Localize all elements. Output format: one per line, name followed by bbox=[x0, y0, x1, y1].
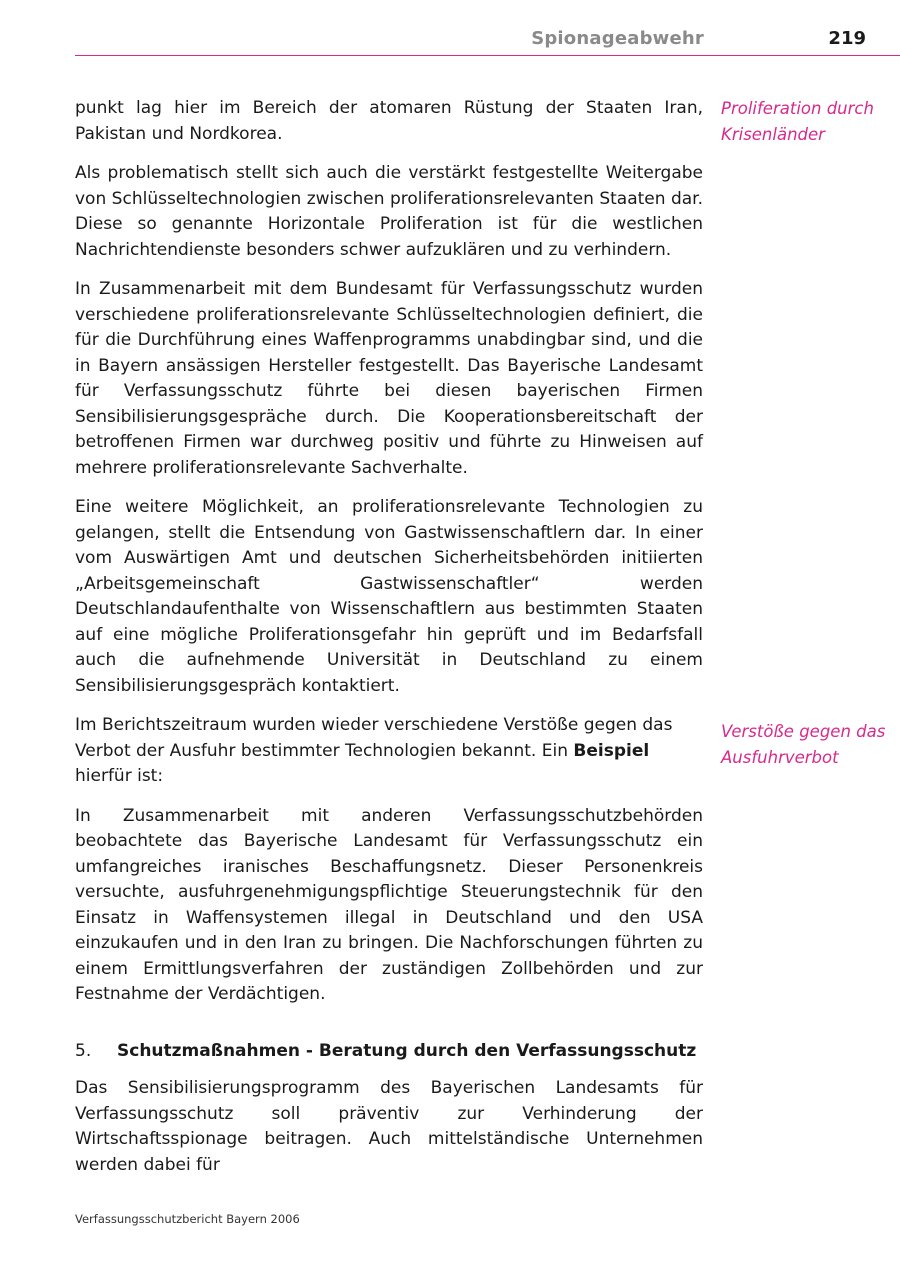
paragraph-4: Eine weitere Möglichkeit, an proliferationsrelevante Technologien zu gelangen, stellt die Entsendung von Gastwissenschaftlern dar. In einer vom Auswärtigen Amt und deutschen Sicherheitsbehörden initiierten „Arbeitsgemeinschaft Gastwissenschaftler“ werden Deutschlandaufenthalte von Wissenschaftlern aus bestimmten Staaten auf eine mögliche Proliferationsgefahr hin geprüft und im Bedarfsfall auch die aufnehmende Universität in Deutschland zu einem Sensibilisierungsgespräch kontaktiert. bbox=[75, 497, 703, 696]
header-rule bbox=[75, 55, 900, 56]
paragraph-5 bbox=[75, 713, 703, 790]
footer-text: Verfassungsschutzbericht Bayern 2006 bbox=[75, 1212, 300, 1226]
section-title: Schutzmaßnahmen - Beratung durch den Verfassungsschutz bbox=[117, 1040, 697, 1061]
paragraph-6: In Zusammenarbeit mit anderen Verfassungsschutzbehörden beobachtete das Bayerische Landesamt für Verfassungsschutz ein umfangreiches iranisches Beschaffungsnetz. Dieser Personenkreis versuchte, ausfuhrgenehmigungspflichtige Steuerungstechnik für den Einsatz in Waffensystemen illegal in Deutschland und den USA einzukaufen und in den Iran zu bringen. Die Nachforschungen führten zu einem Ermittlungsverfahren der zuständigen Zollbehörden und zur Festnahme der Verdächtigen. bbox=[75, 805, 703, 1004]
paragraph-7: Das Sensibilisierungsprogramm des Bayerischen Landesamts für Verfassungsschutz soll präventiv zur Verhinderung der Wirtschaftsspionage beitragen. Auch mittelständische Unternehmen werden dabei für bbox=[75, 1078, 703, 1175]
paragraph-3: In Zusammenarbeit mit dem Bundesamt für Verfassungsschutz wurden verschiedene proliferationsrelevante Schlüsseltechnologien definiert, die für die Durchführung eines Waffenprogramms unabdingbar sind, und die in Bayern ansässigen Hersteller festgestellt. Das Bayerische Landesamt für Verfassungsschutz führte bei diesen bayerischen Firmen Sensibilisierungsgespräche durch. Die Kooperationsbereitschaft der betroffenen Firmen war durchweg positiv und führte zu Hinweisen auf mehrere proliferationsrelevante Sachverhalte. bbox=[75, 279, 703, 478]
paragraph-2: Als problematisch stellt sich auch die verstärkt festgestellte Weitergabe von Schlüsseltechnologien zwischen proliferationsrelevanten Staaten dar. Diese so genannte Horizontale Proliferation ist für die westlichen Nachrichtendienste besonders schwer aufzuklären und zu verhindern. bbox=[75, 163, 703, 260]
section-heading bbox=[75, 1039, 703, 1065]
margin-note-ausfuhrverbot: Verstöße gegen das Ausfuhrverbot bbox=[721, 722, 886, 767]
paragraph-5-text-a: Im Berichtszeitraum wurden wieder verschiedene Verstöße gegen das Verbot der Ausfuhr bestimmter Technologien bekannt. Ein bbox=[75, 715, 673, 761]
page-number: 219 bbox=[828, 28, 866, 49]
paragraph-5-bold: Beispiel bbox=[573, 740, 650, 761]
header-section-title: Spionageabwehr bbox=[531, 28, 704, 49]
paragraph-1: punkt lag hier im Bereich der atomaren Rüstung der Staaten Iran, Pakistan und Nordkorea. bbox=[75, 98, 703, 144]
margin-note-proliferation: Proliferation durch Krisenländer bbox=[721, 99, 874, 144]
paragraph-5-text-b: hierfür ist: bbox=[75, 766, 164, 786]
main-text bbox=[75, 96, 703, 1192]
section-number: 5. bbox=[75, 1040, 92, 1061]
